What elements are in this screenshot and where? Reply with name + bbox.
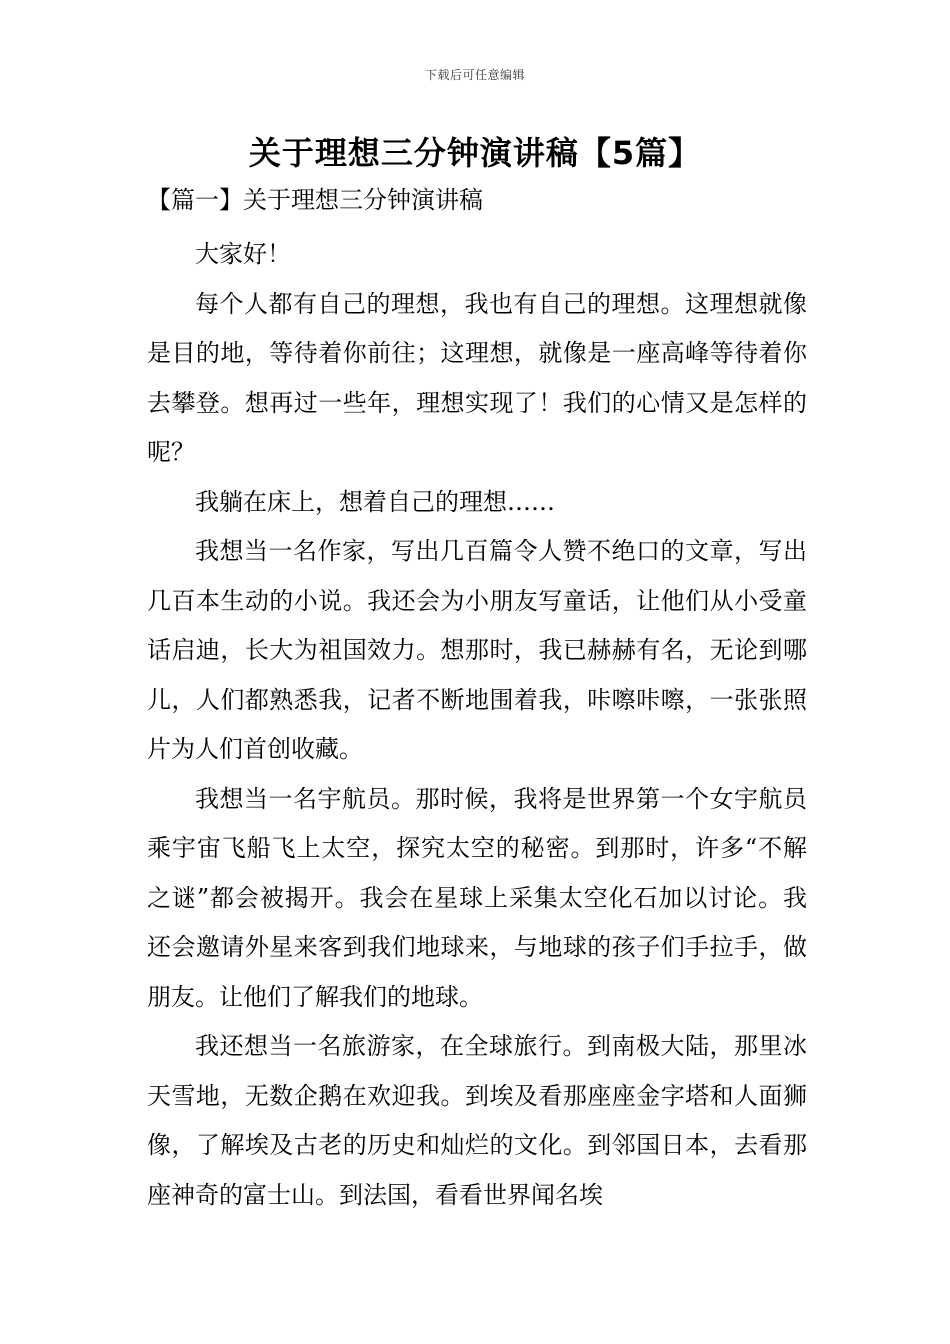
section-heading: 【篇一】关于理想三分钟演讲稿 (147, 186, 483, 214)
header-note: 下载后可任意编辑 (424, 68, 525, 82)
document-title: 关于理想三分钟演讲稿【5篇】 (248, 134, 702, 172)
paragraph: 每个人都有自己的理想，我也有自己的理想。这理想就像是目的地，等待着你前往；这理想，就像是一座高峰等待着你去攀登。想再过一些年，理想实现了！我们的心情又是怎样的呢？ (147, 289, 807, 466)
paragraph: 我躺在床上，想着自己的理想…… (195, 487, 555, 516)
paragraph: 我还想当一名旅游家，在全球旅行。到南极大陆，那里冰天雪地，无数企鹅在欢迎我。到埃及看那座座金字塔和人面狮像，了解埃及古老的历史和灿烂的文化。到邻国日本，去看那座神奇的富士山。到法国，看看世界闻名埃 (147, 1032, 807, 1209)
paragraph: 我想当一名作家，写出几百篇令人赞不绝口的文章，写出几百本生动的小说。我还会为小朋友写童话，让他们从小受童话启迪，长大为祖国效力。想那时，我已赫赫有名，无论到哪儿，人们都熟悉我，记者不断地围着我，咔嚓咔嚓，一张张照片为人们首创收藏。 (147, 537, 807, 763)
paragraph-greeting: 大家好！ (195, 240, 291, 268)
paragraph: 我想当一名宇航员。那时候，我将是世界第一个女宇航员乘宇宙飞船飞上太空，探究太空的秘密。到那时，许多“不解之谜”都会被揭开。我会在星球上采集太空化石加以讨论。我还会邀请外星来客到我们地球来，与地球的孩子们手拉手，做朋友。让他们了解我们的地球。 (147, 784, 807, 1011)
document-body (147, 230, 807, 1220)
